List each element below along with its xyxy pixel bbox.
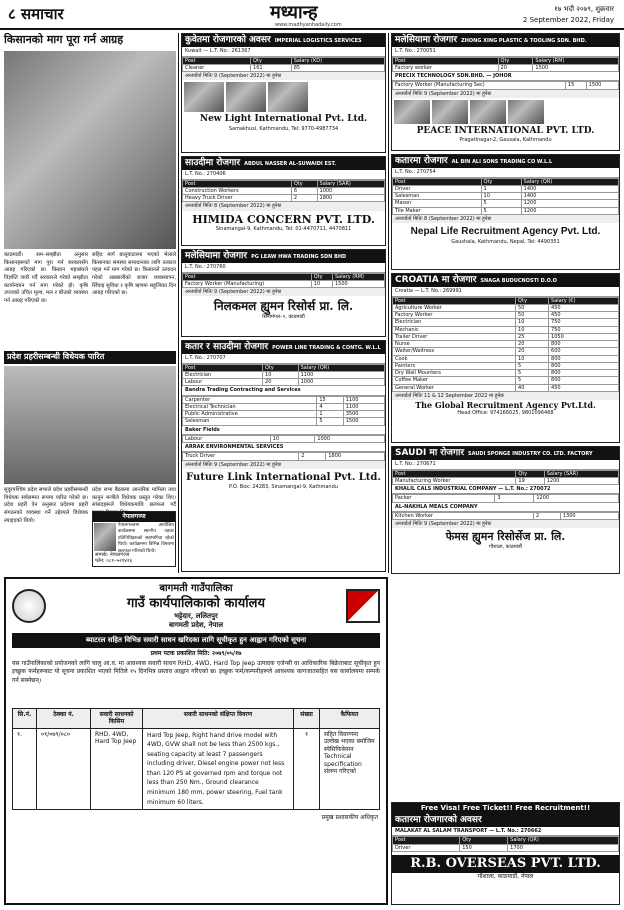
job-row: Carpenter 15 1100 <box>183 396 385 403</box>
free-visa-banner: Free Visa! Free Ticket!! Free Recruitment!! <box>392 803 619 814</box>
job-table <box>182 452 385 460</box>
ad-license: L.T. No.: 270051 <box>392 47 619 56</box>
agency-address: सिनामंगल–९, काठमाडौं <box>262 314 305 321</box>
ad-company: PRECIX TECHNOLOGY SDN.BHD. — JOHOR <box>392 72 619 81</box>
interview-notice: अन्तर्वार्ता मितिः 9 (September 2022) मा हुनेछ <box>182 72 385 80</box>
vehicle-table <box>12 708 380 811</box>
ad-photo <box>470 100 506 124</box>
job-row: Public Administrative 1 3500 <box>183 411 385 418</box>
col-sn: सि.नं. <box>13 708 37 728</box>
ad-company: Bandra Trading Contracting and Services <box>182 386 385 395</box>
agency-address: Head Office: 974166025, 9801096468 <box>457 410 554 416</box>
job-row: Driver 1 1400 <box>393 185 619 192</box>
job-row: Tile Maker 5 1200 <box>393 207 619 214</box>
job-row: Heavy Truck Driver 2 1800 <box>183 195 385 202</box>
ad-company: ARRAK ENVIRONMENTAL SERVICES <box>182 443 385 452</box>
job-row: Nurse 20 800 <box>393 341 619 348</box>
job-ad-qatar-saudi <box>181 340 386 572</box>
ad-bar: कतारमा रोजगारको अवसर <box>392 814 619 827</box>
masthead <box>0 0 624 30</box>
ad-photo <box>226 82 266 112</box>
job-table: Post Qty Salary (QR) Electrician 10 1100 Labour 20 1000 <box>182 364 385 387</box>
publish-date: प्रथम पटक प्रकाशित मिति: २०७९/०५/१७ <box>150 650 242 657</box>
job-row: Mechanic 10 750 <box>393 326 619 333</box>
ad-bar: मलेसियामा रोजगार PG LEAW HWA TRADING SDN BHD <box>182 250 385 263</box>
job-table: Post Qty Salary (RM) Factory worker 20 1500 <box>392 57 619 73</box>
agency-name: HIMIDA CONCERN PVT. LTD. <box>192 212 375 226</box>
col-item: सवारी साधनको किसिम <box>91 708 143 728</box>
interview-notice: अन्तर्वार्ता मितिः 9 (September 2022) मा हुनेछ <box>182 288 385 296</box>
story-police-col1: सुदूरपश्चिम प्रदेश सभाले प्रदेश प्रहरीसम्बन्धी विधेयक सर्वसम्मत रूपमा पारित गरेको छ। प्रदेश प्रहरी ऐन अनुसार प्रदेशमा प्रहरी संगठनको व्यवस्था गर्ने उद्देश्यले विधेयक ल्याइएको थियो। <box>4 487 88 524</box>
ad-license: L.T. No.: 270760 <box>182 263 385 272</box>
interview-notice: अन्तर्वार्ता मितिः 9 (September 2022) मा हुनेछ <box>182 461 385 469</box>
ad-bar: कतार र साउदीमा रोजगार POWER LINE TRADING & CONTG. W.L.L <box>182 341 385 354</box>
col-spec: सवारी साधनको संक्षिप्त विवरण <box>143 708 294 728</box>
notice-box-nepalgunj <box>92 511 176 567</box>
agency-name: Future Link International Pvt. Ltd. <box>186 471 381 483</box>
headline-farmers: किसानको माग पूरा गर्न आग्रह <box>4 33 124 46</box>
job-row: Dry Wall Mounters 5 800 <box>393 370 619 377</box>
office-location: भट्टेदार, ललितपुर <box>174 610 218 620</box>
job-row: Kitchen Worker 2 1300 <box>393 512 619 519</box>
job-table: Post Qty Salary (RM) Factory Worker (Manufacturing) 10 1500 <box>182 273 385 289</box>
ad-license: L.T. No.: 270406 <box>182 170 385 179</box>
job-row: Construction Workers 6 1000 <box>183 187 385 194</box>
story-farmers-col2: सहिद मार्ग बालुवाटारमा भएको भेलाले किसानका समस्या समाधानका लागि तत्काल पहल गर्न माग गरेको छ। किसानले उत्पादन गरेको अन्नबालीको बजार व्यवस्थापन, सिँचाइ सुविधा र कृषि ऋणमा सहुलियत दिन आग्रह गरिएको छ। <box>92 252 176 297</box>
job-table <box>392 81 619 89</box>
headline-police-bill: प्रदेश प्रहरीसम्बन्धी विधेयक पारित <box>4 351 176 364</box>
job-table: Post Qty Salary (SAR) Construction Workers 6 1000 Heavy Truck Driver 2 1800 <box>182 180 385 203</box>
ad-photo <box>508 100 544 124</box>
ad-photo <box>432 100 468 124</box>
job-table: Post Qty Salary (QR) Driver 1 1400 Salesman 10 1400 Mason 5 1200 Tile Maker 5 1200 <box>392 178 619 215</box>
agency-name: PEACE INTERNATIONAL PVT. LTD. <box>416 125 595 136</box>
job-table <box>182 435 385 443</box>
middle-ads-column <box>181 33 386 573</box>
job-table <box>392 512 619 520</box>
job-row: Factory Worker (Manufacturing) 10 1500 <box>183 280 385 287</box>
job-row: Factory worker 20 1500 <box>393 64 619 71</box>
table-row: १. ०१/०७९/०८० RHD, 4WD, Hard Top Jeep Hard Top Jeep, Right hand drive model with 4WD, GVW shall not be less than 2500 kgs., seating capacity at least 7 passengers including driver, Diesel engine power not less than 120 PS at governed rpm and torque not less than 250 Nm., Ground clearance minimum 180 mm, power steering, Fuel tank minimum 60 liters. १ सहित विवरणमा उल्लेख भएका बमोजिम स्पेसिफिकेसन Technical specification संलग्न गरिएको <box>13 728 380 810</box>
interview-notice: अन्तर्वार्ता मितिः 8 (September 2022) मा हुनेछ <box>182 202 385 210</box>
job-row: Factory Worker (Manufacturing Sec) 15 1500 <box>393 82 619 89</box>
agency-address: गौशाला, काठमाडौं <box>489 544 522 550</box>
ad-company: MALAKAT AL SALAM TRANSPORT — L.T. No.: 270662 <box>392 827 619 836</box>
agency-name: The Global Recruitment Agency Pvt.Ltd. <box>415 400 596 410</box>
job-row: Labour 20 1000 <box>183 379 385 386</box>
ad-company: KHALIL CALS INDUSTRIAL COMPANY — L.T. No.: 270072 <box>392 485 619 494</box>
job-ad-croatia <box>391 273 620 443</box>
job-table <box>182 396 385 426</box>
ad-photo <box>394 100 430 124</box>
job-row: Salesman 10 1400 <box>393 193 619 200</box>
job-row: Salesman 5 1500 <box>183 418 385 425</box>
job-ad-malaysia-2 <box>391 33 620 151</box>
ad-license: L.T. No.: 270707 <box>182 354 385 363</box>
ad-bar: कतारमा रोजगार AL BIN ALI SONS TRADING CO W.L.L <box>392 155 619 168</box>
job-ad-qatar-transport <box>391 802 620 905</box>
ad-bar: साउदीमा रोजगार ABDUL NASSER AL-SUWAIDI EST. <box>182 157 385 170</box>
job-row: Driver 150 1700 <box>393 844 619 851</box>
job-row: Electrician 10 1100 <box>183 371 385 378</box>
job-table <box>392 494 619 502</box>
job-ad-kuwait <box>181 33 386 153</box>
ad-bar: SAUDI मा रोजगार SAUDI SPONGE INDUSTRY CO. LTD. FACTORY <box>392 447 619 460</box>
ad-company: AL-NAKHLA MEALS COMPANY <box>392 503 619 512</box>
nepal-emblem-icon <box>12 589 46 623</box>
job-row: Mason 5 1200 <box>393 200 619 207</box>
agency-address: Sinamangal-9, Kathmandu, Tel: 01-4470711, 4470811 <box>215 226 352 233</box>
story-farmers-col1: काठमाडौं। सम–सम्झौता अनुसार किसानहरूको माग पूरा गर्न सरकारसँग आग्रह गरिएको छ। किसान महासंघले विज्ञप्ति जारी गर्दै सरकारले गरेको सम्झौता कार्यान्वयन गर्न माग गरेको हो। कृषि उपजको उचित मूल्य, मल र बीउको व्यवस्था गर्न आग्रह गरिएको छ। <box>4 252 88 305</box>
news-photo-assembly <box>4 366 176 484</box>
ad-company: Baker Fields <box>182 426 385 435</box>
job-row: Cleaner 161 85 <box>183 64 385 71</box>
issue-date: १७ भदौ २०७९, शुक्रवार 2 September 2022, Friday <box>522 5 614 24</box>
office-name: गाउँ कार्यपालिकाको कार्यालय <box>127 595 265 611</box>
ad-bar: कुवेतमा रोजगारको अवसर IMPERIAL LOGISTICS SERVICES <box>182 34 385 47</box>
column-divider-2 <box>388 33 389 573</box>
col-qty: संख्या <box>294 708 320 728</box>
interview-notice: अन्तर्वार्ता मितिः 8 (September 2022) मा हुनेछ <box>392 215 619 223</box>
col-code: ठेक्का नं. <box>37 708 91 728</box>
agency-name: Nepal Life Recruitment Agency Pvt. Ltd. <box>410 226 601 237</box>
job-row: Waiter/Waitress 20 600 <box>393 348 619 355</box>
ad-license: L.T. No.: 270671 <box>392 460 619 469</box>
ad-photo <box>268 82 308 112</box>
job-ad-saudi <box>181 156 386 246</box>
agency-address: Gaushala, Kathmandu, Nepal, Tel: 4490351 <box>451 238 560 245</box>
ad-bar: CROATIA मा रोजगार SNAGA BUDUCNOSTI D.O.O <box>392 274 619 287</box>
agency-address: गौशाला, काठमाडौं, नेपाल <box>477 873 534 880</box>
job-ad-saudi-2 <box>391 446 620 574</box>
story-police-col2: प्रदेश सभा बैठकमा आन्तरिक मामिला तथा कानुन मन्त्रीले विधेयक प्रस्तुत गरेका थिए। सांसदहरूले विधेयकमाथि छलफल गर्दै सुझाव दिएका थिए। <box>92 487 176 517</box>
signature-title: प्रमुख प्रशासकीय अधिकृत <box>321 814 378 822</box>
nepal-flag-icon <box>346 589 380 623</box>
interview-notice: अन्तर्वार्ता मितिः 9 (September 2022) मा हुनेछ <box>392 90 619 98</box>
news-photo-farmers <box>4 51 176 249</box>
ad-license: Croatia — L.T. No.: 269991 <box>392 287 619 296</box>
job-row: Painters 5 800 <box>393 362 619 369</box>
job-row: Cook 10 800 <box>393 355 619 362</box>
job-row: Labour 10 1000 <box>183 435 385 442</box>
municipality-name: बागमती गाउँपालिका <box>159 583 233 594</box>
job-row: Agriculture Worker 50 450 <box>393 304 619 311</box>
job-row: Coffee Maker 5 800 <box>393 377 619 384</box>
ad-country: Kuwait — L.T. No.: 261367 <box>182 47 385 56</box>
job-table: Post Qty Salary (€) Agriculture Worker 50 450 Factory Worker 50 450 Electrician 10 750 Mechanic 10 750 Trailer Driver 25 1050 Nurse 20 800 Waiter/Waitress 20 600 Cook 10 800 Painters 5 800 Dry Wall Mounters 5 800 Coffee Maker 5 800 General Worker 40 450 <box>392 297 619 392</box>
page-number: ८ समाचार <box>8 5 64 23</box>
newspaper-logo: मध्यान्ह <box>270 2 318 23</box>
ad-license: L.T. No.: 270754 <box>392 168 619 177</box>
column-divider-1 <box>178 33 179 573</box>
notice-box-body: नेपालगञ्जमा आयोजित कार्यक्रममा स्थानीय तहका प्रतिनिधिहरूको सहभागिता रहेको थियो। कार्यक्रममा विभिन्न विषयमा छलफल गरिएको थियो। <box>118 522 174 554</box>
interview-notice: अन्तर्वार्ता मितिः 11 & 12 September 2022 मा हुनेछ <box>392 392 619 400</box>
notice-contact: सम्पर्क: नेपालगञ्ज फोन: ०८१–५२१४२६ <box>95 551 133 564</box>
right-ads-column <box>391 33 620 573</box>
ad-photo <box>184 82 224 112</box>
job-table: Post Qty Salary (QR) Driver 150 1700 <box>392 836 619 852</box>
job-row: Factory Worker 50 450 <box>393 312 619 319</box>
job-ad-qatar <box>391 154 620 270</box>
agency-address: P.O. Box: 24283, Sinamangal-9, Kathmandu <box>229 484 338 491</box>
col-remark: कैफियत <box>320 708 380 728</box>
agency-address: Samakhusi, Kathmandu, Tel: 9770-4987734 <box>228 125 339 132</box>
notice-box-title: नेपालगञ्ज <box>93 512 175 522</box>
agency-name: फेमस ह्युमन रिसोर्सेज प्रा. लि. <box>445 530 566 544</box>
agency-address: Pragatinagar-2, Gausala, Kathmandu <box>459 137 552 143</box>
job-ad-malaysia <box>181 249 386 337</box>
notice-body: यस गाउँपालिकाको प्रयोजनको लागि चालु आ.व. मा आवश्यक सवारी साधन RHD, 4WD, Hard Top Jeep उत्पादक एजेन्सी वा आधिकारिक बिक्रेताबाट सूचीकृत हुन इच्छुक फर्महरूबाट यो सूचना प्रकाशित भएको मितिले १५ दिनभित्र प्रस्ताव आह्वान गरिएको छ। इच्छुक फर्म/कम्पनीहरूले आवश्यक कागजातसहित यस कार्यालयमा सम्पर्क गर्न सक्नेछन्। <box>12 659 380 684</box>
job-row: Packer 3 1200 <box>393 495 619 502</box>
left-news-column <box>4 33 176 573</box>
ad-bar: मलेसियामा रोजगार ZHONG XING PLASTIC & TOOLING SDN. BHD. <box>392 34 619 47</box>
agency-name: R.B. OVERSEAS PVT. LTD. <box>392 855 619 873</box>
municipality-notice <box>4 577 388 905</box>
job-table: Post Qty Salary (KD) Cleaner 161 85 <box>182 57 385 73</box>
job-table: Post Qty Salary (SAR) Manufacturing Worker 19 1200 <box>392 470 619 486</box>
office-province: बागमती प्रदेश, नेपाल <box>169 619 223 629</box>
website-url: www.madhyanhadaily.com <box>275 22 342 28</box>
job-row: Electrician 10 750 <box>393 319 619 326</box>
job-row: Electrical Technician 4 1100 <box>183 403 385 410</box>
notice-banner: ब्याटरल सहित विभिन्न सवारी साधन खरिदका लागि सूचीकृत हुन आह्वान गरिएको सूचना <box>12 633 380 648</box>
job-row: General Worker 40 450 <box>393 384 619 391</box>
interview-notice: अन्तर्वार्ता मितिः 9 (September 2022) मा हुनेछ <box>392 520 619 528</box>
job-row: Trailer Driver 25 1050 <box>393 333 619 340</box>
agency-name: New Light International Pvt. Ltd. <box>199 114 368 125</box>
agency-name: निलकमल ह्युमन रिसोर्स प्रा. लि. <box>213 299 354 314</box>
job-row: Manufacturing Worker 19 1200 <box>393 477 619 484</box>
job-row: Truck Driver 2 1800 <box>183 453 385 460</box>
notice-person-photo <box>94 523 116 551</box>
